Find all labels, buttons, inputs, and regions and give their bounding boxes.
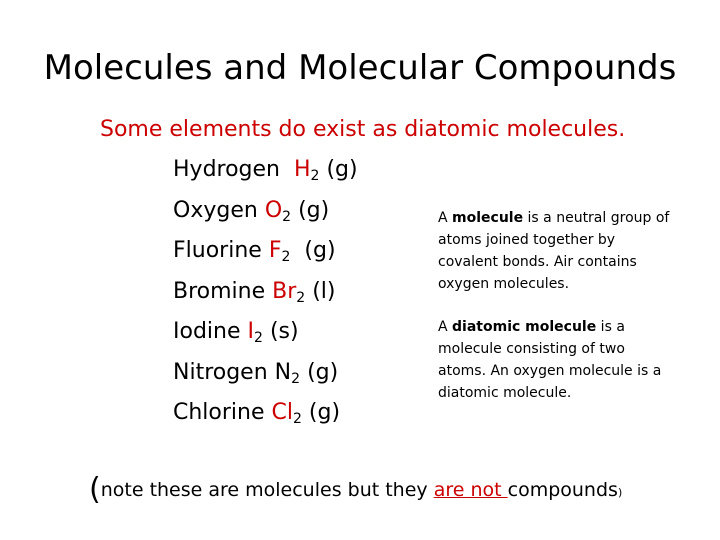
element-state: (g): [308, 400, 341, 425]
element-symbol: N: [274, 359, 292, 385]
element-symbol: O: [264, 197, 283, 223]
definition-prefix: A: [438, 319, 453, 335]
element-subscript: 2: [293, 411, 302, 427]
element-name: Chlorine: [173, 400, 265, 425]
definition-term: molecule: [452, 210, 524, 226]
element-state: (g): [307, 359, 339, 385]
definition-body: is a molecule consisting of two atoms. An oxygen molecule is a diatomic molecule.: [438, 319, 662, 401]
element-row-nitrogen: [173, 357, 358, 398]
element-symbol: Br: [272, 278, 297, 304]
element-state: (g): [326, 157, 358, 182]
definition-body: is a neutral group of atoms joined together by covalent bonds. Air contains oxygen molecules.: [438, 210, 670, 292]
footnote: [89, 470, 622, 510]
element-row-oxygen: [173, 195, 358, 236]
element-row-bromine: [173, 276, 358, 317]
definition-term: diatomic molecule: [452, 319, 597, 335]
element-name: Bromine: [173, 278, 266, 304]
element-name: Fluorine: [173, 238, 262, 263]
footnote-text-after: compounds: [507, 479, 618, 501]
element-subscript: 2: [254, 330, 263, 346]
intro-text: Some elements do exist as diatomic molecules.: [100, 117, 626, 142]
element-subscript: 2: [296, 289, 306, 306]
element-row-hydrogen: [173, 154, 358, 195]
element-symbol: Cl: [271, 400, 293, 425]
element-name: Nitrogen: [173, 359, 268, 385]
element-subscript: 2: [291, 370, 301, 387]
element-row-fluorine: [173, 235, 358, 276]
diatomic-molecule-definition: [438, 316, 670, 404]
element-symbol: H: [294, 157, 311, 182]
element-state: (g): [304, 238, 336, 263]
definition-prefix: A: [438, 210, 453, 226]
element-name: Iodine: [173, 319, 241, 344]
element-name: Oxygen: [173, 197, 258, 223]
element-subscript: 2: [281, 249, 291, 265]
element-row-iodine: [173, 316, 358, 357]
element-row-chlorine: [173, 397, 358, 438]
element-state: (s): [269, 319, 299, 344]
footnote-text-before: note these are molecules but they: [100, 479, 434, 501]
footnote-close-paren: ): [617, 486, 623, 499]
footnote-emphasis: are not: [433, 479, 508, 501]
element-subscript: 2: [282, 208, 292, 225]
footnote-open-paren: (: [89, 472, 101, 507]
element-state: (g): [298, 197, 330, 223]
element-subscript: 2: [310, 168, 320, 184]
element-name: Hydrogen: [173, 157, 280, 182]
slide-title: Molecules and Molecular Compounds: [43, 48, 677, 88]
molecule-definition: [438, 207, 670, 295]
element-symbol: I: [247, 319, 255, 344]
element-list: [173, 154, 358, 438]
element-state: (l): [312, 278, 336, 304]
element-symbol: F: [268, 238, 282, 263]
